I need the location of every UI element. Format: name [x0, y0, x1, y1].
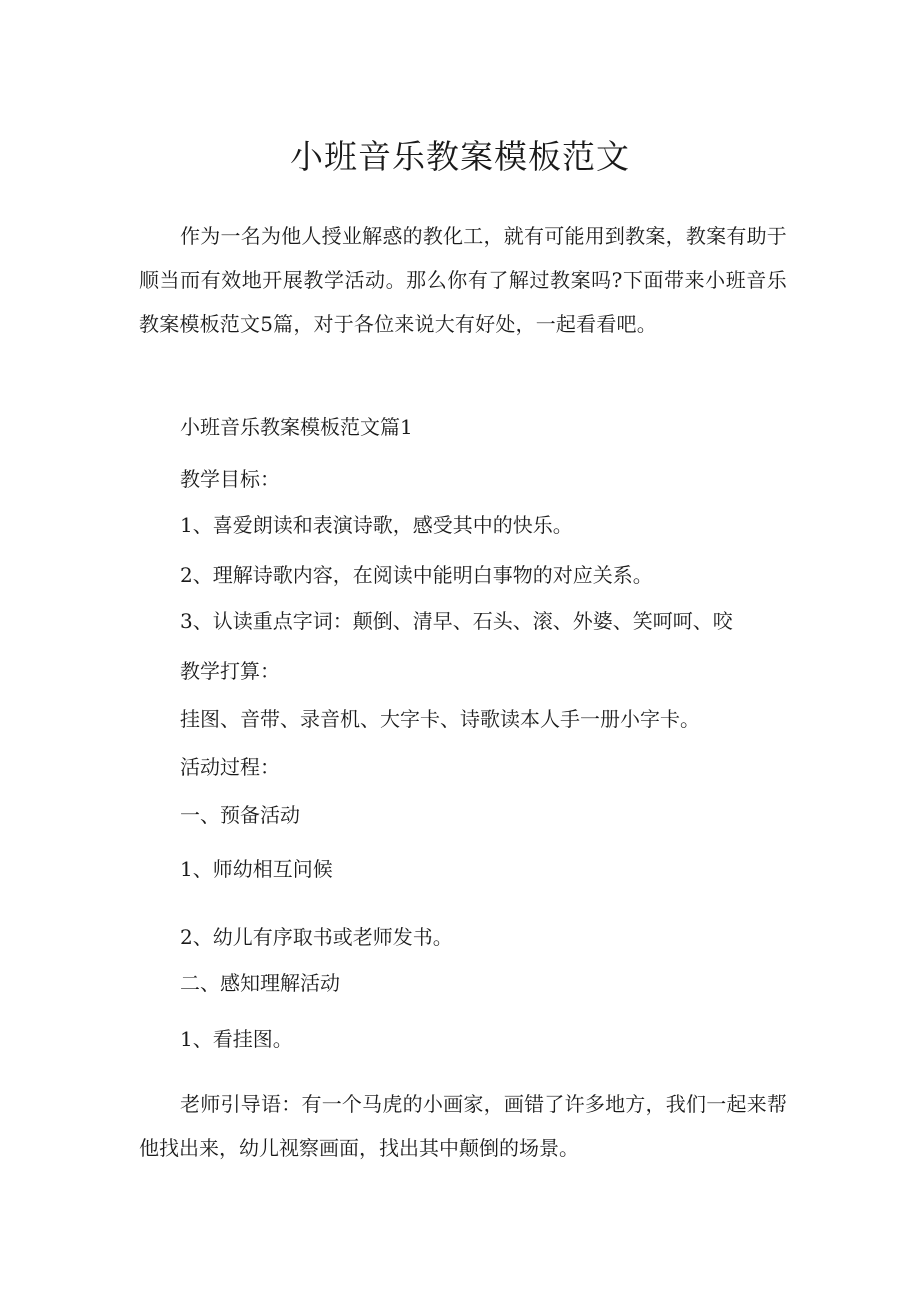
step2-heading: 二、感知理解活动 — [180, 971, 340, 995]
step1-heading: 一、预备活动 — [180, 803, 300, 827]
goals-heading: 教学目标： — [180, 467, 280, 491]
goal-item-2: 2、理解诗歌内容，在阅读中能明白事物的对应关系。 — [180, 563, 653, 587]
step1-item-2: 2、幼儿有序取书或老师发书。 — [180, 925, 453, 949]
document-title: 小班音乐教案模板范文 — [290, 137, 630, 176]
section-title: 小班音乐教案模板范文篇1 — [180, 415, 413, 439]
step1-item-1: 1、师幼相互问候 — [180, 857, 333, 881]
intro-paragraph: 作为一名为他人授业解惑的教化工，就有可能用到教案，教案有助于顺当而有效地开展教学活动。那么你有了解过教案吗?下面带来小班音乐教案模板范文5篇，对于各位来说大有好处，一起看看吧。 — [139, 224, 787, 336]
step2-item-1: 1、看挂图。 — [180, 1027, 293, 1051]
guide-paragraph: 老师引导语：有一个马虎的小画家，画错了许多地方，我们一起来帮他找出来，幼儿视察画面，找出其中颠倒的场景。 — [139, 1092, 787, 1160]
prep-text: 挂图、音带、录音机、大字卡、诗歌读本人手一册小字卡。 — [180, 707, 700, 731]
goal-item-3: 3、认读重点字词：颠倒、清早、石头、滚、外婆、笑呵呵、咬 — [180, 609, 733, 633]
goal-item-1: 1、喜爱朗读和表演诗歌，感受其中的快乐。 — [180, 513, 573, 537]
process-heading: 活动过程： — [180, 755, 280, 779]
prep-heading: 教学打算： — [180, 659, 280, 683]
